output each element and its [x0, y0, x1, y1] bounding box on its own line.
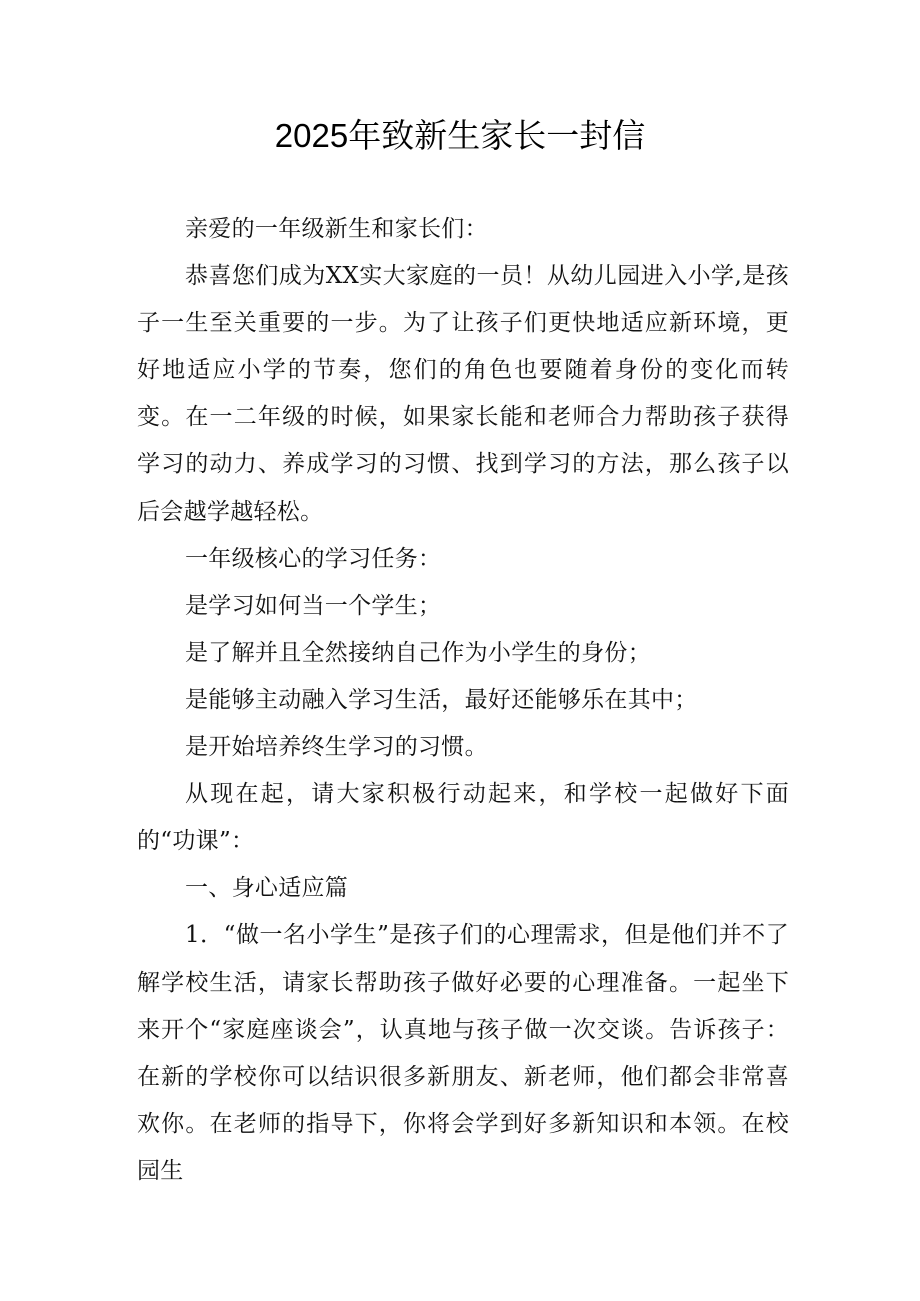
section-paragraph: 1．“做一名小学生”是孩子们的心理需求，但是他们并不了解学校生活，请家长帮助孩子做好必要的心理准备。一起坐下来开个“家庭座谈会”，认真地与孩子做一次交谈。告诉孩子：在新的学校你可以结识很多新朋友、新老师，他们都会非常喜欢你。在老师的指导下，你将会学到好多新知识和本领。在校园生: [137, 922, 789, 1184]
call-to-action-paragraph: 从现在起，请大家积极行动起来，和学校一起做好下面的“功课”：: [137, 781, 789, 855]
intro-paragraph: 恭喜您们成为XX实大家庭的一员！从幼儿园进入小学,是孩子一生至关重要的一步。为了让孩子们更快地适应新环境，更好地适应小学的节奏，您们的角色也要随着身份的变化而转变。在一二年级的时候，如果家长能和老师合力帮助孩子获得学习的动力、养成学习的习惯、找到学习的方法，那么孩子以后会越学越轻松。: [137, 263, 789, 525]
task-item: 是学习如何当一个学生；: [185, 592, 442, 619]
task-item: 是了解并且全然接纳自己作为小学生的身份；: [185, 639, 651, 666]
greeting-paragraph: 亲爱的一年级新生和家长们：: [185, 216, 488, 242]
task-item: 是能够主动融入学习生活，最好还能够乐在其中；: [185, 686, 698, 713]
section-heading: 一、身心适应篇: [185, 875, 349, 902]
document-title: 2025年致新生家长一封信: [274, 117, 646, 154]
core-tasks-heading: 一年级核心的学习任务：: [185, 545, 442, 572]
task-item: 是开始培养终生学习的习惯。: [185, 734, 488, 761]
letter-body: [137, 206, 789, 1195]
